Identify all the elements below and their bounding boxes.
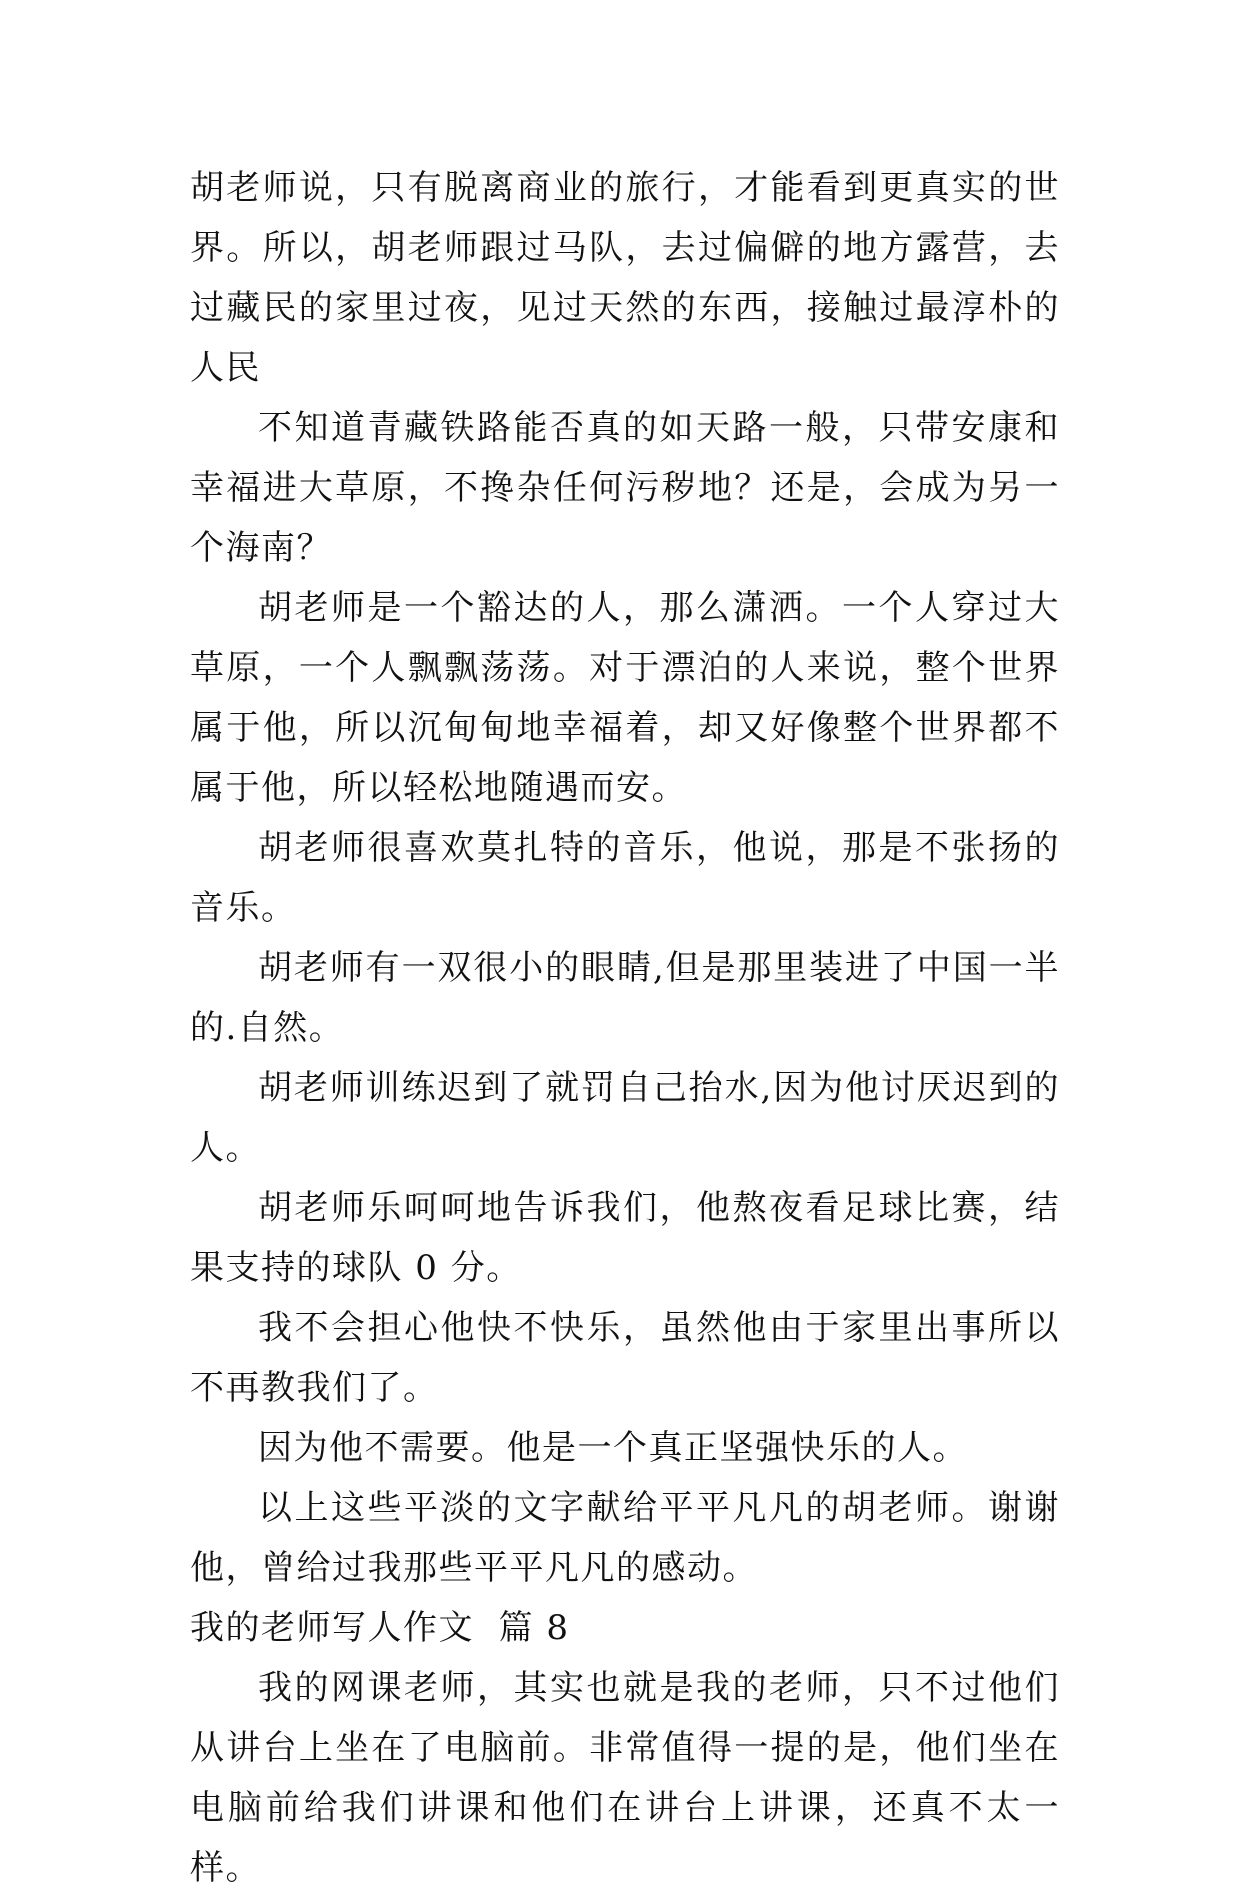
paragraph-10: 以上这些平淡的文字献给平平凡凡的胡老师。谢谢他，曾给过我那些平平凡凡的感动。 xyxy=(190,1488,1060,1588)
section-heading: 我的老师写人作文 篇 8 xyxy=(190,1608,570,1648)
paragraph-1: 胡老师说，只有脱离商业的旅行，才能看到更真实的世界。所以，胡老师跟过马队，去过偏僻的地方露营，去过藏民的家里过夜，见过天然的东西，接触过最淳朴的人民 xyxy=(190,168,1060,388)
paragraph-5: 胡老师有一双很小的眼睛,但是那里装进了中国一半的.自然。 xyxy=(190,948,1060,1048)
document-body xyxy=(190,158,1060,1898)
paragraph-4: 胡老师很喜欢莫扎特的音乐，他说，那是不张扬的音乐。 xyxy=(190,828,1060,928)
paragraph-2: 不知道青藏铁路能否真的如天路一般，只带安康和幸福进大草原，不搀杂任何污秽地？还是，会成为另一个海南？ xyxy=(190,408,1060,568)
paragraph-6: 胡老师训练迟到了就罚自己抬水,因为他讨厌迟到的人。 xyxy=(190,1068,1060,1168)
paragraph-7: 胡老师乐呵呵地告诉我们，他熬夜看足球比赛，结果支持的球队 0 分。 xyxy=(190,1188,1060,1288)
paragraph-8: 我不会担心他快不快乐，虽然他由于家里出事所以不再教我们了。 xyxy=(190,1308,1060,1408)
paragraph-3: 胡老师是一个豁达的人，那么潇洒。一个人穿过大草原，一个人飘飘荡荡。对于漂泊的人来说，整个世界属于他，所以沉甸甸地幸福着，却又好像整个世界都不属于他，所以轻松地随遇而安。 xyxy=(190,588,1060,808)
paragraph-9: 因为他不需要。他是一个真正坚强快乐的人。 xyxy=(258,1428,968,1468)
paragraph-11: 我的网课老师，其实也就是我的老师，只不过他们从讲台上坐在了电脑前。非常值得一提的是，他们坐在电脑前给我们讲课和他们在讲台上讲课，还真不太一样。 xyxy=(190,1668,1060,1888)
